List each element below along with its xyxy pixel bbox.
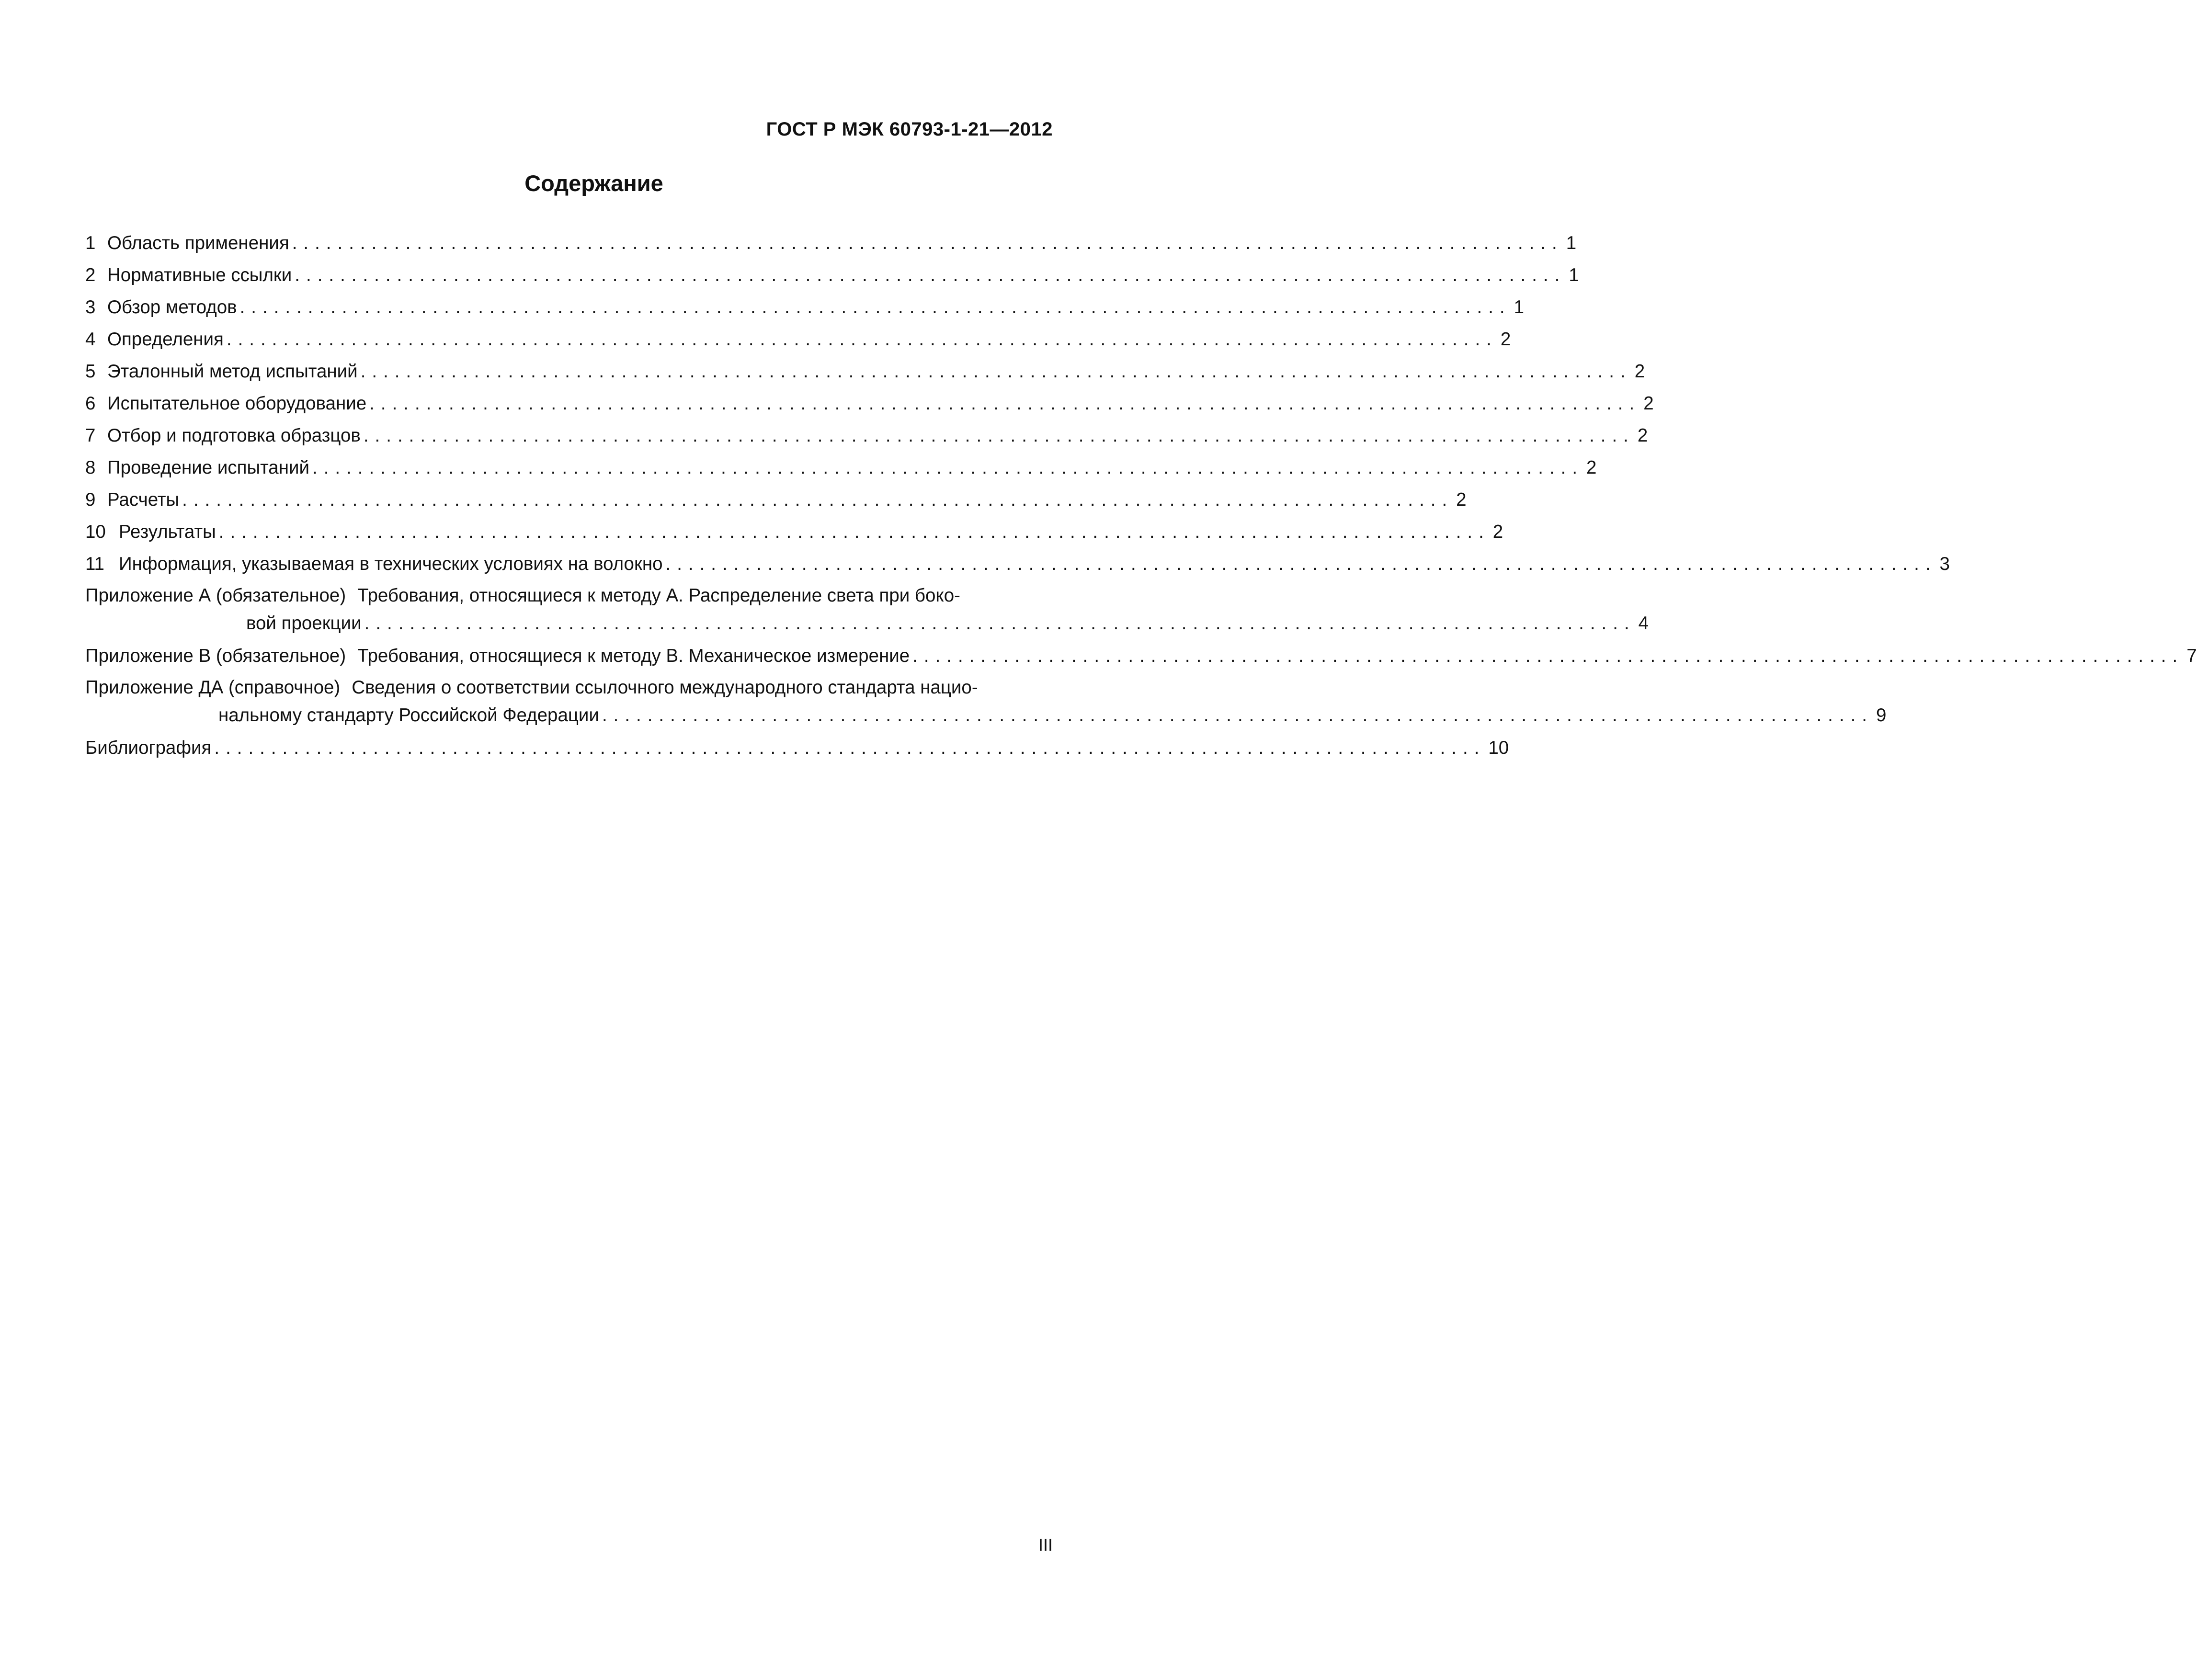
toc-entry-title: Испытательное оборудование: [107, 393, 367, 414]
toc-leader-dots: ................................................................................................................: [218, 522, 1490, 542]
page-number: III: [1038, 1535, 1053, 1555]
toc-entry-number: 6: [85, 393, 96, 414]
toc-leader-dots: ................................................................................................................: [369, 393, 1641, 414]
toc-entry[interactable]: [85, 387, 1654, 420]
toc-entry-page: 2: [1492, 522, 1503, 542]
toc-entry-page: 2: [1456, 489, 1467, 510]
toc-annex-label: Приложение В (обязательное): [85, 646, 346, 666]
toc-leader-dots: ................................................................................................................: [295, 265, 1566, 285]
toc-leader-dots: ................................................................................................................: [364, 613, 1636, 634]
toc-entry-page: 4: [1638, 613, 1649, 634]
toc-entry-label: [85, 516, 216, 548]
toc-entry-page: 2: [1643, 393, 1654, 414]
toc-entry[interactable]: [85, 484, 1467, 516]
toc-entry-page: 2: [1637, 425, 1648, 446]
toc-entry-title: Информация, указываемая в технических условиях на волокно: [119, 554, 663, 574]
toc-entry-label: [85, 227, 289, 259]
toc-entry[interactable]: [85, 548, 1950, 580]
toc-leader-dots: ................................................................................................................: [292, 233, 1563, 253]
toc-entry-label: [85, 452, 309, 484]
toc-entry[interactable]: [85, 516, 1503, 548]
toc-entry-label: [85, 259, 292, 291]
toc-entry-page: 7: [2186, 646, 2197, 666]
toc-entry[interactable]: [85, 323, 1511, 355]
toc-annex-title: Требования, относящиеся к методу В. Механическое измерение: [357, 646, 910, 666]
toc-entry-number: 8: [85, 457, 96, 478]
toc-annex-title-continued: нальному стандарту Российской Федерации: [218, 705, 599, 726]
toc-annex-continuation: [85, 610, 1649, 637]
toc-entry-title: Расчеты: [107, 489, 180, 510]
toc-entry-page: 9: [1876, 705, 1887, 726]
toc-entry-page: 3: [1939, 554, 1950, 574]
toc-annex-title: Требования, относящиеся к методу А. Распределение света при боко-: [357, 585, 960, 606]
toc-entry-number: 11: [85, 554, 104, 574]
toc-annex-line: [85, 582, 1053, 610]
toc-entry-label: [85, 291, 237, 323]
toc-entry-number: 2: [85, 265, 96, 285]
table-of-contents: [85, 227, 2197, 764]
toc-annex-entry[interactable]: [85, 582, 1649, 637]
toc-leader-dots: ................................................................................................................: [602, 705, 1873, 726]
toc-entry[interactable]: [85, 259, 1579, 291]
toc-entry-label: [85, 323, 224, 355]
toc-annex-entry[interactable]: [85, 674, 1887, 729]
toc-entry-number: 10: [85, 522, 106, 542]
document-code: ГОСТ Р МЭК 60793-1-21—2012: [766, 119, 1053, 140]
toc-leader-dots: ................................................................................................................: [363, 425, 1635, 446]
toc-entry-number: 4: [85, 329, 96, 350]
toc-entry[interactable]: [85, 355, 1645, 387]
toc-entry[interactable]: [85, 420, 1648, 452]
toc-annex-title: Сведения о соответствии ссылочного международного стандарта нацио-: [352, 677, 978, 698]
toc-entry-number: 7: [85, 425, 96, 446]
toc-entry-page: 2: [1586, 457, 1597, 478]
toc-entry-label: [85, 420, 361, 452]
toc-annex-entry[interactable]: [85, 640, 2197, 672]
toc-leader-dots: ................................................................................................................: [312, 457, 1584, 478]
toc-leader-dots: ................................................................................................................: [226, 329, 1498, 350]
toc-entry-label: [85, 640, 910, 672]
toc-entry-title: Результаты: [119, 522, 216, 542]
toc-leader-dots: ................................................................................................................: [239, 297, 1511, 318]
toc-entry[interactable]: [85, 291, 1525, 323]
toc-entry-title: Обзор методов: [107, 297, 237, 318]
toc-entry-label: [85, 484, 179, 516]
toc-leader-dots: ................................................................................................................: [182, 489, 1454, 510]
toc-annex-line: [85, 674, 1053, 702]
toc-annex-title-continued: вой проекции: [246, 613, 362, 634]
toc-entry-number: 9: [85, 489, 96, 510]
toc-leader-dots: ................................................................................................................: [912, 646, 2184, 666]
toc-entry-title: Область применения: [107, 233, 289, 253]
toc-entry-title: Библиография: [85, 738, 212, 758]
toc-entry-page: 2: [1500, 329, 1511, 350]
toc-bibliography-entry[interactable]: [85, 732, 1509, 764]
toc-title: Содержание: [524, 170, 663, 196]
toc-entry-title: Нормативные ссылки: [107, 265, 292, 285]
toc-entry-number: 5: [85, 361, 96, 382]
toc-entry-page: 10: [1488, 738, 1509, 758]
toc-leader-dots: ................................................................................................................: [214, 738, 1486, 758]
toc-annex-label: Приложение ДА (справочное): [85, 677, 341, 698]
toc-entry-title: Отбор и подготовка образцов: [107, 425, 361, 446]
toc-entry-label: [85, 387, 366, 420]
toc-entry-page: 1: [1514, 297, 1525, 318]
toc-leader-dots: ................................................................................................................: [665, 554, 1937, 574]
toc-annex-continuation: [85, 702, 1887, 729]
toc-leader-dots: ................................................................................................................: [360, 361, 1632, 382]
toc-entry[interactable]: [85, 227, 1577, 259]
toc-entry-page: 1: [1566, 233, 1577, 253]
toc-entry-title: Проведение испытаний: [107, 457, 309, 478]
toc-entry-number: 1: [85, 233, 96, 253]
toc-entry-label: [85, 355, 358, 387]
toc-entry-page: 1: [1569, 265, 1579, 285]
toc-entry-title: Определения: [107, 329, 224, 350]
toc-entry-page: 2: [1634, 361, 1645, 382]
toc-entry-title: Эталонный метод испытаний: [107, 361, 358, 382]
toc-entry[interactable]: [85, 452, 1597, 484]
toc-annex-label: Приложение А (обязательное): [85, 585, 346, 606]
toc-entry-label: [85, 548, 663, 580]
toc-entry-number: 3: [85, 297, 96, 318]
